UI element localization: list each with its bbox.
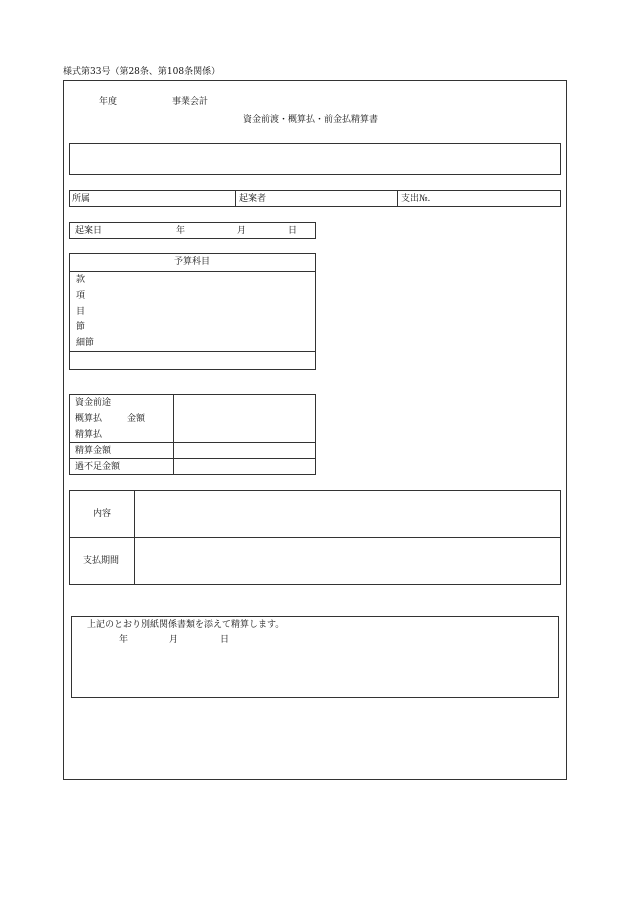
draft-day-label: 日	[288, 226, 298, 236]
budget-item-kou: 項	[76, 291, 86, 301]
form-number: 様式第33号（第28条、第108条関係）	[63, 67, 221, 77]
department-label: 所属	[72, 194, 91, 204]
statement-month-label: 月	[169, 635, 179, 645]
settlement-amount-label: 精算金額	[75, 446, 112, 456]
budget-item-setsu: 節	[76, 322, 86, 332]
fiscal-year-label: 年度	[99, 97, 118, 107]
draft-date-box	[69, 222, 316, 239]
budget-header: 予算科目	[174, 257, 211, 267]
draft-date-label: 起案日	[75, 226, 103, 236]
type-approximate: 概算払	[75, 414, 103, 424]
budget-header-line	[69, 271, 316, 272]
business-account-label: 事業会計	[172, 97, 209, 107]
payment-no-label: 支出№.	[401, 194, 431, 204]
info-divider-1	[235, 190, 236, 207]
amount-line-1	[69, 442, 316, 443]
draft-year-label: 年	[176, 226, 186, 236]
amount-divider	[173, 394, 174, 475]
difference-amount-label: 過不足金額	[75, 462, 121, 472]
budget-item-moku: 目	[76, 307, 86, 317]
info-row	[69, 190, 561, 207]
budget-item-saisetsu: 細節	[76, 338, 95, 348]
payment-period-label: 支払期間	[83, 556, 120, 566]
budget-item-kan: 款	[76, 275, 86, 285]
amount-label: 金額	[127, 414, 146, 424]
details-row-line	[69, 537, 561, 538]
content-label: 内容	[93, 509, 112, 519]
statement-text: 上記のとおり別紙関係書類を添えて精算します。	[87, 620, 285, 630]
draft-month-label: 月	[237, 226, 247, 236]
info-divider-2	[397, 190, 398, 207]
form-title: 資金前渡・概算払・前金払精算書	[243, 115, 379, 125]
statement-year-label: 年	[119, 635, 129, 645]
subject-input-box[interactable]	[69, 143, 561, 175]
drafter-label: 起案者	[239, 194, 267, 204]
budget-footer-line	[69, 351, 316, 352]
amount-line-2	[69, 458, 316, 459]
type-advance: 資金前途	[75, 398, 112, 408]
type-settlement: 精算払	[75, 430, 103, 440]
statement-day-label: 日	[220, 635, 230, 645]
